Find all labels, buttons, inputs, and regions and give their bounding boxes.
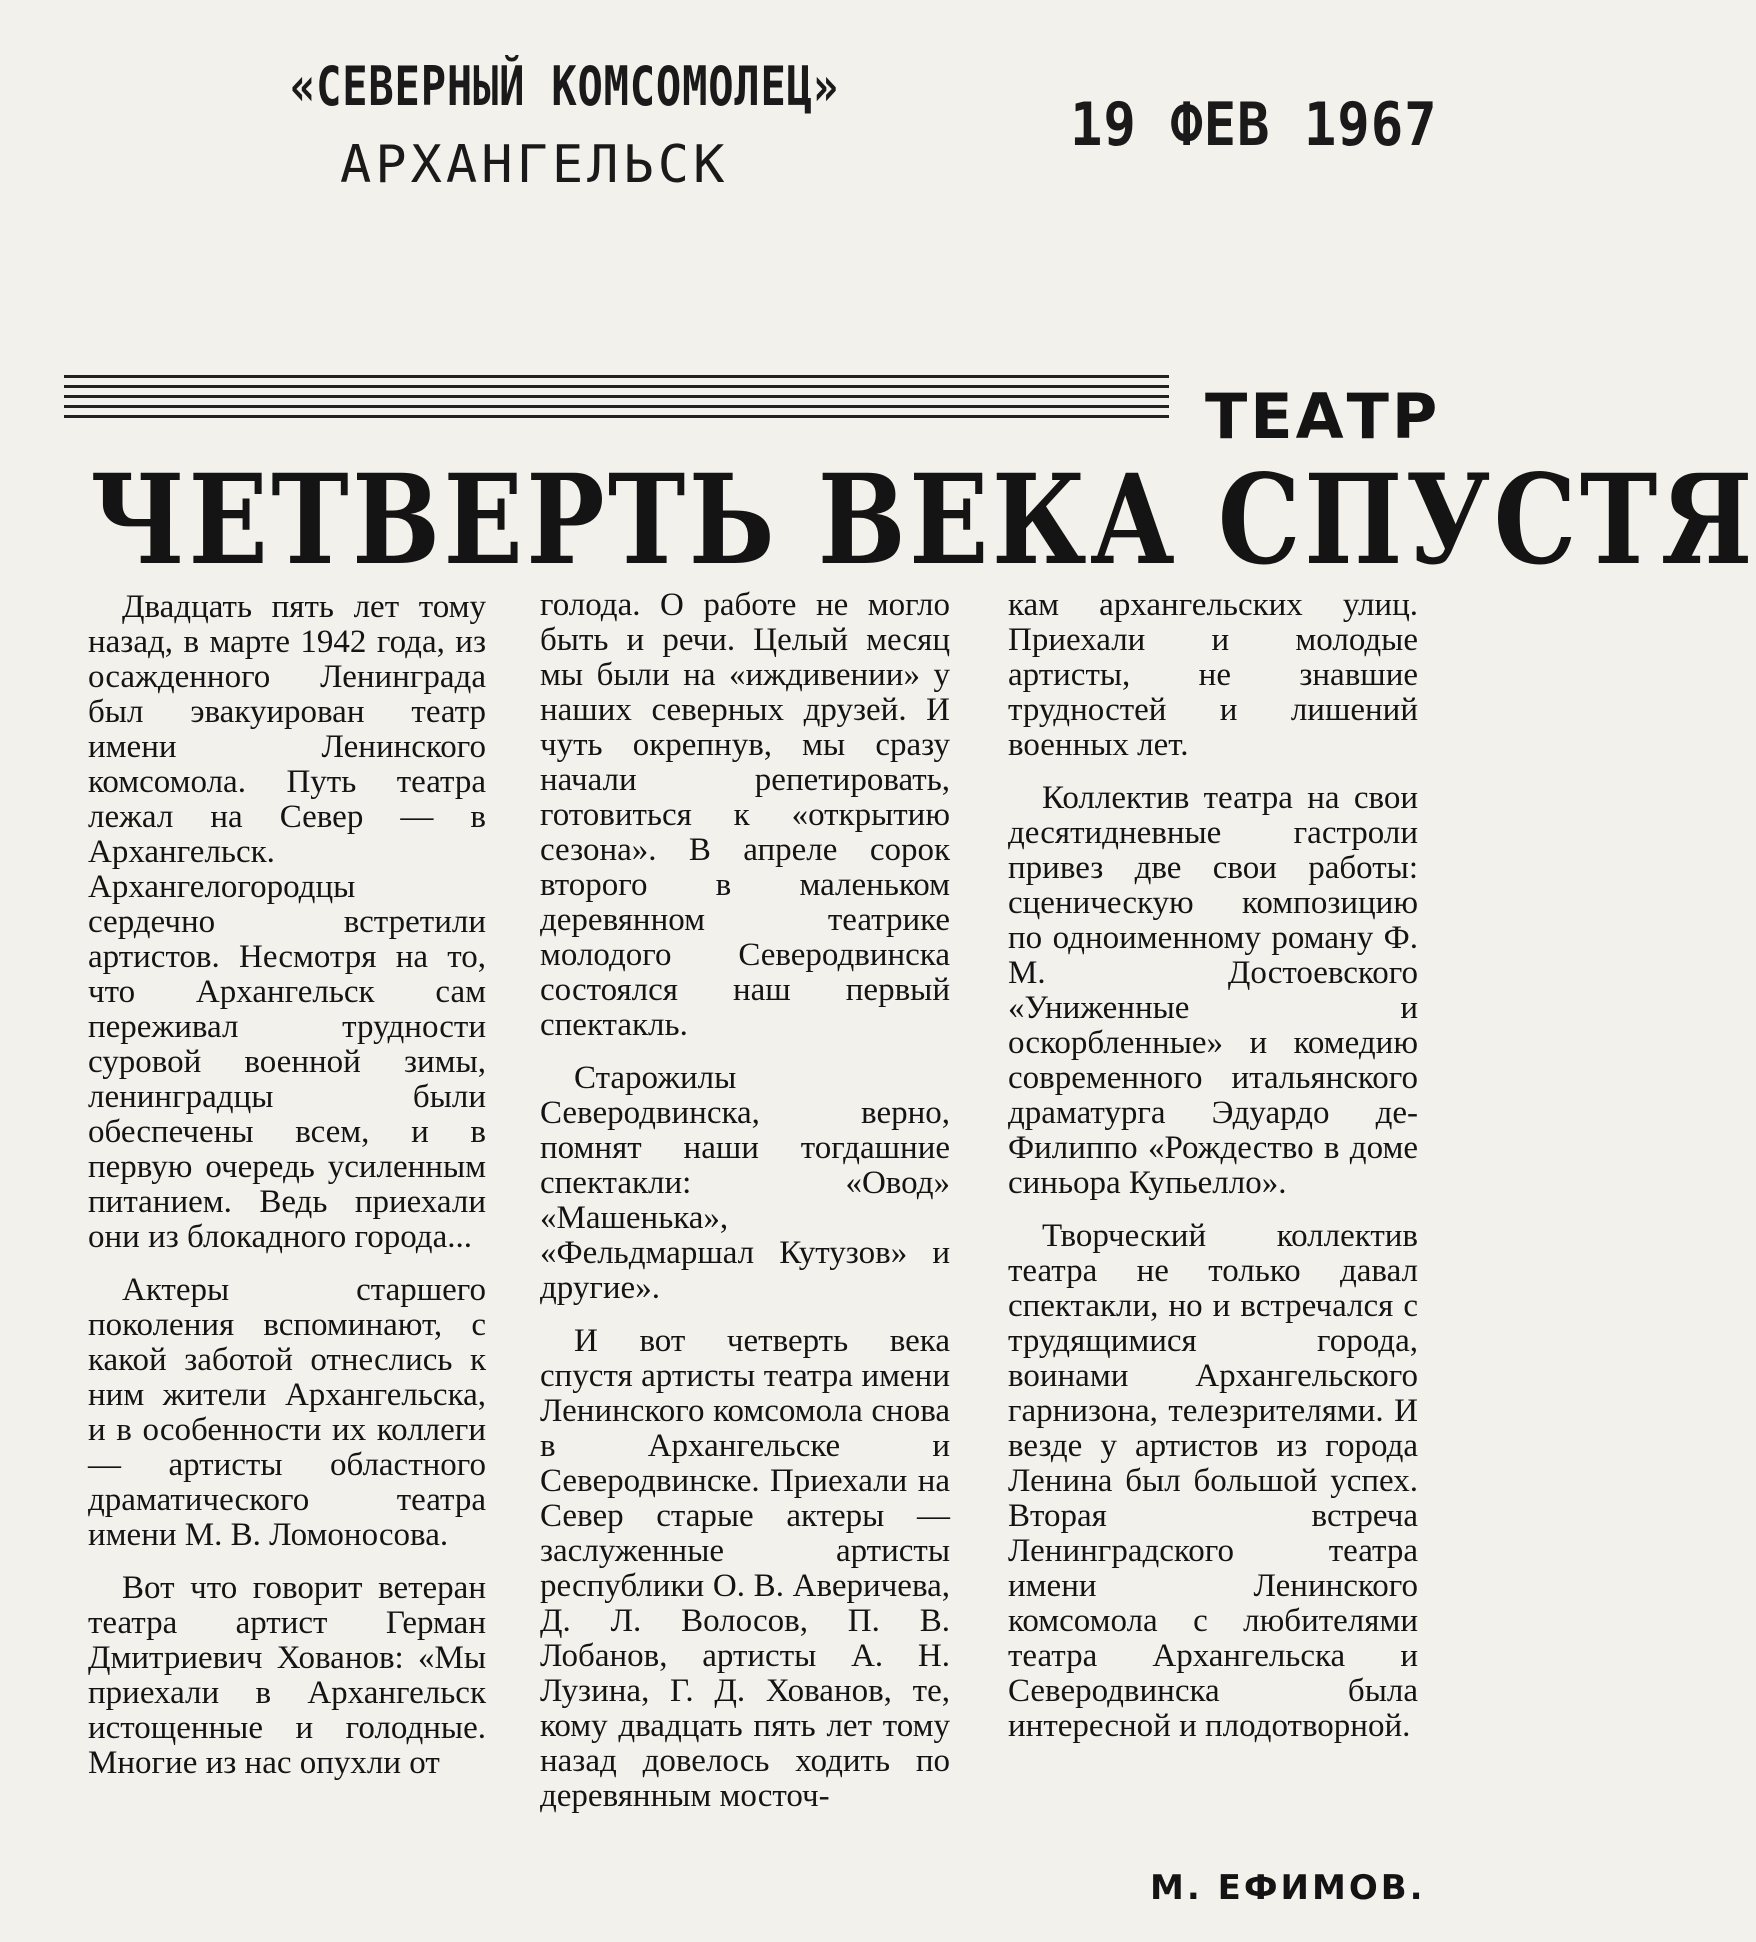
- city-stamp: АРХАНГЕЛЬСК: [340, 135, 729, 195]
- article-column-2: [540, 588, 950, 1832]
- paragraph: Двадцать пять лет тому назад, в марте 1942 года, из осажденного Ленинграда был эвакуирован театр имени Ленинского комсомола. Путь театра лежал на Север — в Архангельск. Архангелогородцы сердечно встретили артистов. Несмотря на то, что Архангельск сам переживал трудности суровой военной зимы, ленинградцы были обеспечены всем, и в первую очередь усиленным питанием. Ведь приехали они из блокадного города...: [88, 589, 486, 1255]
- paragraph: кам архангельских улиц. Приехали и молодые артисты, не знавшие трудностей и лишений военных лет.: [1008, 587, 1418, 763]
- paragraph: И вот четверть века спустя артисты театра имени Ленинского комсомола снова в Архангельске и Северодвинске. Приехали на Север старые актеры — заслуженные артисты республики О. В. Аверичева, Д. Л. Волосов, П. В. Лобанов, артисты А. Н. Лузина, Г. Д. Хованов, те, кому двадцать пять лет тому назад довелось ходить по деревянным мосточ-: [540, 1323, 950, 1814]
- article-column-1: [88, 590, 486, 1799]
- date-stamp: 19 ФЕВ 1967: [1070, 90, 1438, 160]
- paragraph: Творческий коллектив театра не только давал спектакли, но и встречался с трудящимися города, воинами Архангельского гарнизона, телезрителями. И везде у артистов из города Ленина был большой успех. Вторая встреча Ленинградского театра имени Ленинского комсомола с любителями театра Архангельска и Северодвинска была интересной и плодотворной.: [1008, 1218, 1418, 1744]
- rubric-heading: ТЕАТР: [1205, 380, 1441, 453]
- paragraph: Коллектив театра на свои десятидневные гастроли привез две свои работы: сценическую композицию по одноименному роману Ф. М. Достоевского «Униженные и оскорбленные» и комедию современного итальянского драматурга Эдуардо де-Филиппо «Рождество в доме синьора Купьелло».: [1008, 780, 1418, 1201]
- paragraph: Актеры старшего поколения вспоминают, с какой заботой отнеслись к ним жители Архангельска, и в особенности их коллеги — артисты областного драматического театра имени М. В. Ломоносова.: [88, 1272, 486, 1553]
- article-headline: ЧЕТВЕРТЬ ВЕКА СПУСТЯ: [90, 448, 1756, 593]
- decorative-rule: [64, 375, 1169, 435]
- paragraph: Вот что говорит ветеран театра артист Герман Дмитриевич Хованов: «Мы приехали в Архангельск истощенные и голодные. Многие из нас опухли от: [88, 1570, 486, 1781]
- paragraph: Старожилы Северодвинска, верно, помнят наши тогдашние спектакли: «Овод» «Машенька», «Фельдмаршал Кутузов» и другие».: [540, 1060, 950, 1306]
- paragraph: голода. О работе не могло быть и речи. Целый месяц мы были на «иждивении» у наших северных друзей. И чуть окрепнув, мы сразу начали репетировать, готовиться к «открытию сезона». В апреле сорок второго в маленьком деревянном театрике молодого Северодвинска состоялся наш первый спектакль.: [540, 587, 950, 1043]
- article-column-3: [1008, 588, 1418, 1762]
- author-signature: М. ЕФИМОВ.: [1150, 1868, 1426, 1908]
- newspaper-name-stamp: «СЕВЕРНЫЙ КОМСОМОЛЕЦ»: [290, 55, 839, 118]
